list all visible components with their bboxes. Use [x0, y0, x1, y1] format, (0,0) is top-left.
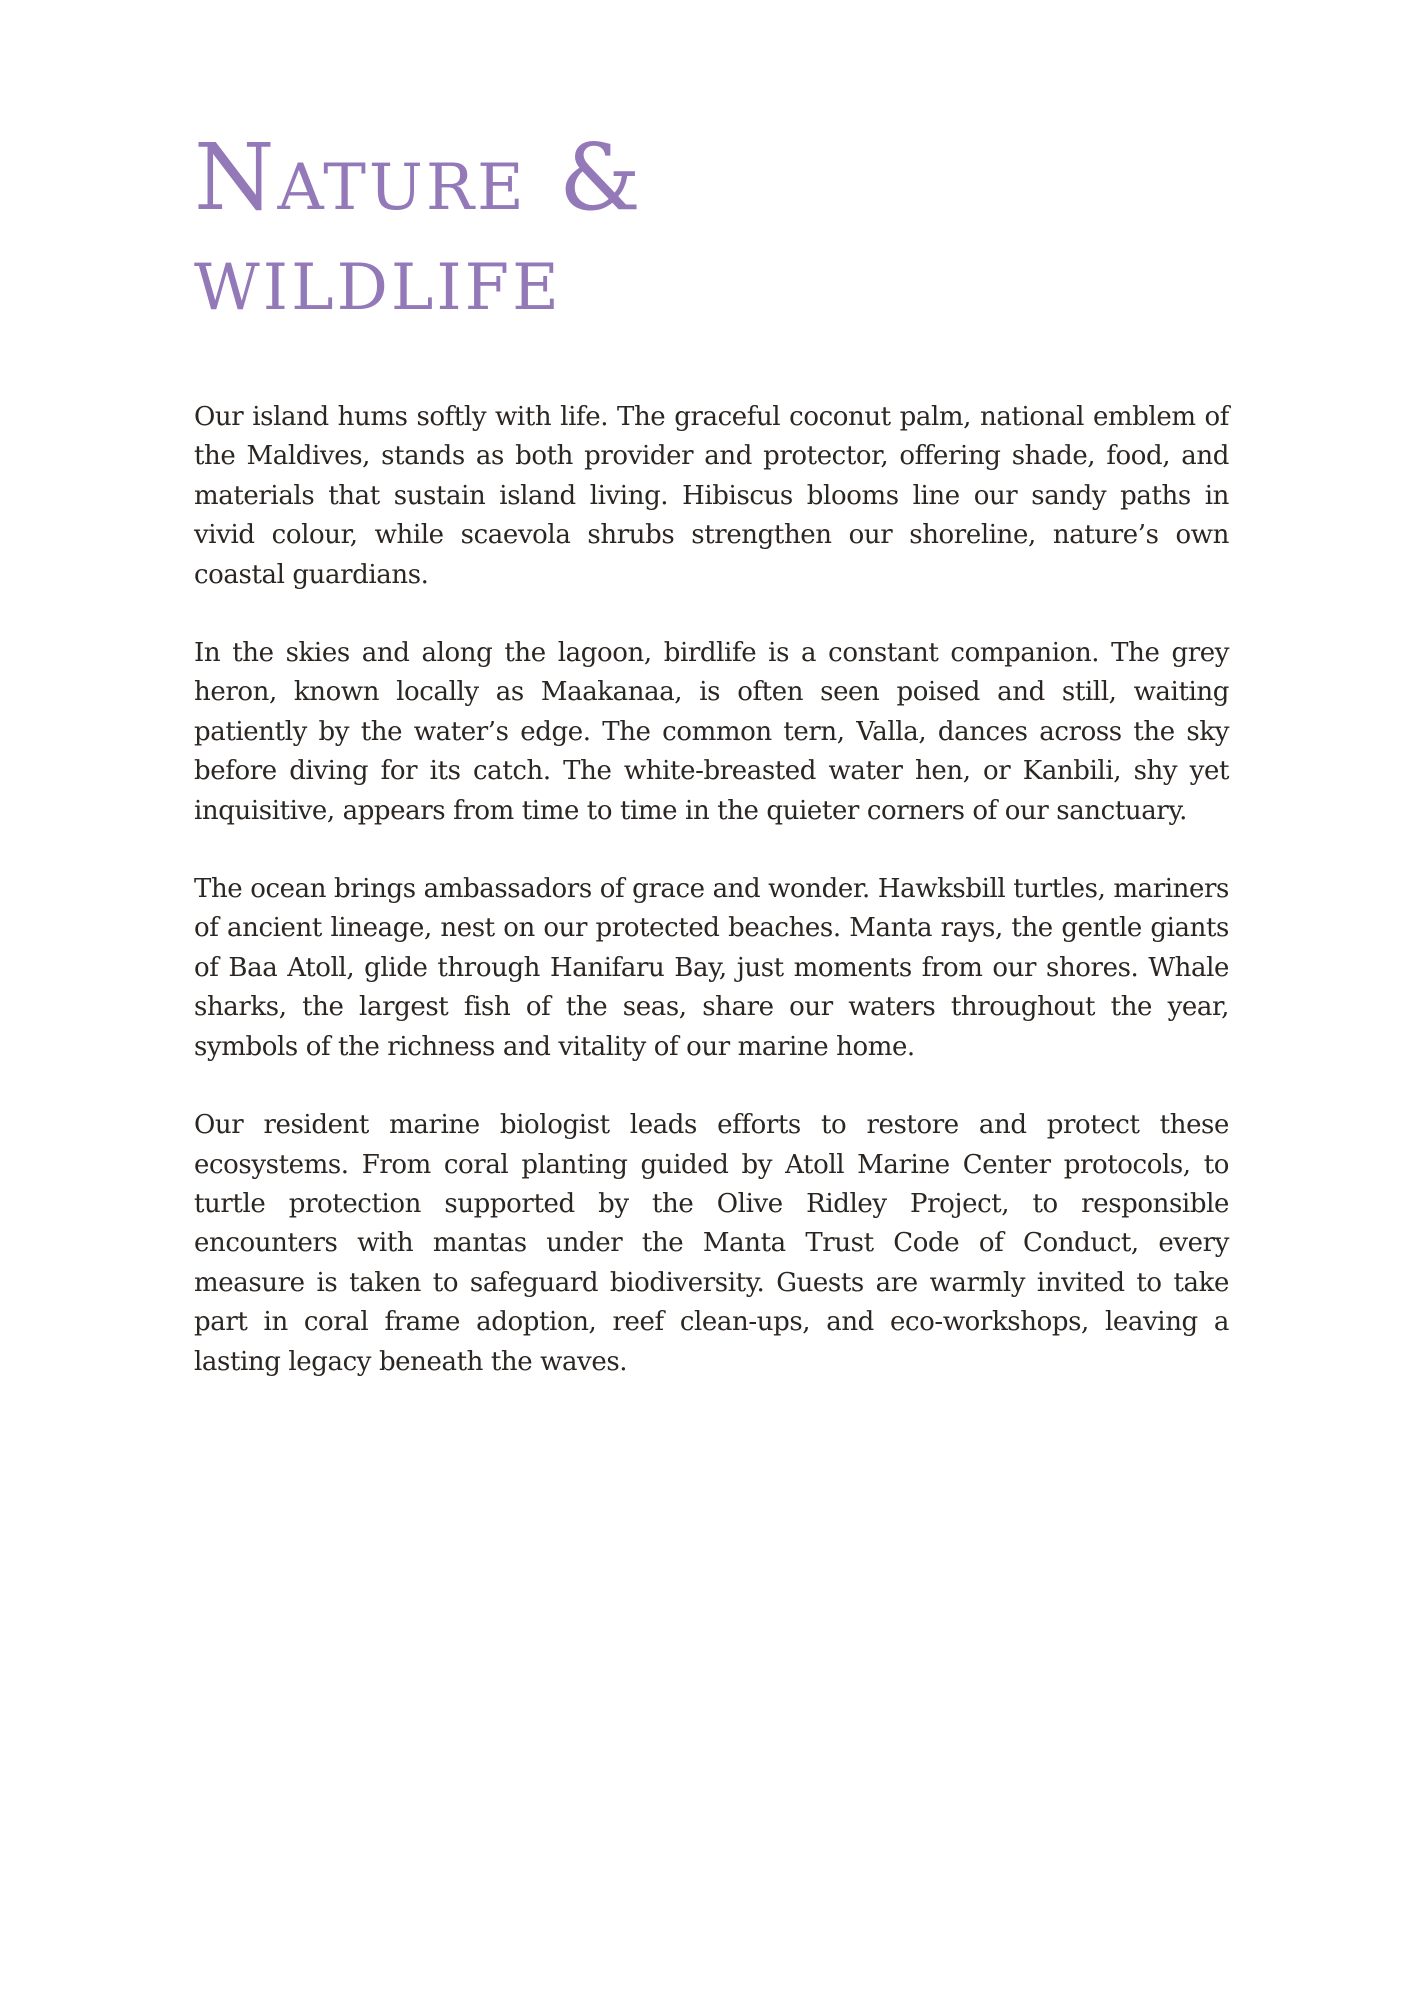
- paragraph-conservation: Our resident marine biologist leads efforts to restore and protect these ecosystems. From coral planting guided by Atoll Marine Center protocols, to turtle protection supported by the Olive Ridley Project, to responsible encounters with mantas under the Manta Trust Code of Conduct, every measure is taken to safeguard biodiversity. Guests are warmly invited to take part in coral frame adoption, reef clean-ups, and eco-workshops, leaving a lasting legacy beneath the waves.: [194, 1110, 1229, 1377]
- paragraph-birdlife: In the skies and along the lagoon, birdlife is a constant companion. The grey heron, known locally as Maakanaa, is often seen poised and still, waiting patiently by the water’s edge. The common tern, Valla, dances across the sky before diving for its catch. The white-breasted water hen, or Kanbili, shy yet inquisitive, appears from time to time in the quieter corners of our sanctuary.: [194, 638, 1229, 826]
- title-line-2: wildlife: [194, 224, 562, 331]
- paragraph-flora: Our island hums softly with life. The graceful coconut palm, national emblem of the Maldives, stands as both provider and protector, offering shade, food, and materials that sustain island living. Hibiscus blooms line our sandy paths in vivid colour, while scaevola shrubs strengthen our shoreline, nature’s own coastal guardians.: [194, 402, 1229, 590]
- paragraph-marine-life: The ocean brings ambassadors of grace and wonder. Hawksbill turtles, mariners of ancient lineage, nest on our protected beaches. Manta rays, the gentle giants of Baa Atoll, glide through Hanifaru Bay, just moments from our shores. Whale sharks, the largest fish of the seas, share our waters throughout the year, symbols of the richness and vitality of our marine home.: [194, 874, 1229, 1062]
- title-line-1: Nature &: [194, 124, 644, 231]
- page-title: [194, 124, 1094, 331]
- body-text: [194, 398, 1229, 1421]
